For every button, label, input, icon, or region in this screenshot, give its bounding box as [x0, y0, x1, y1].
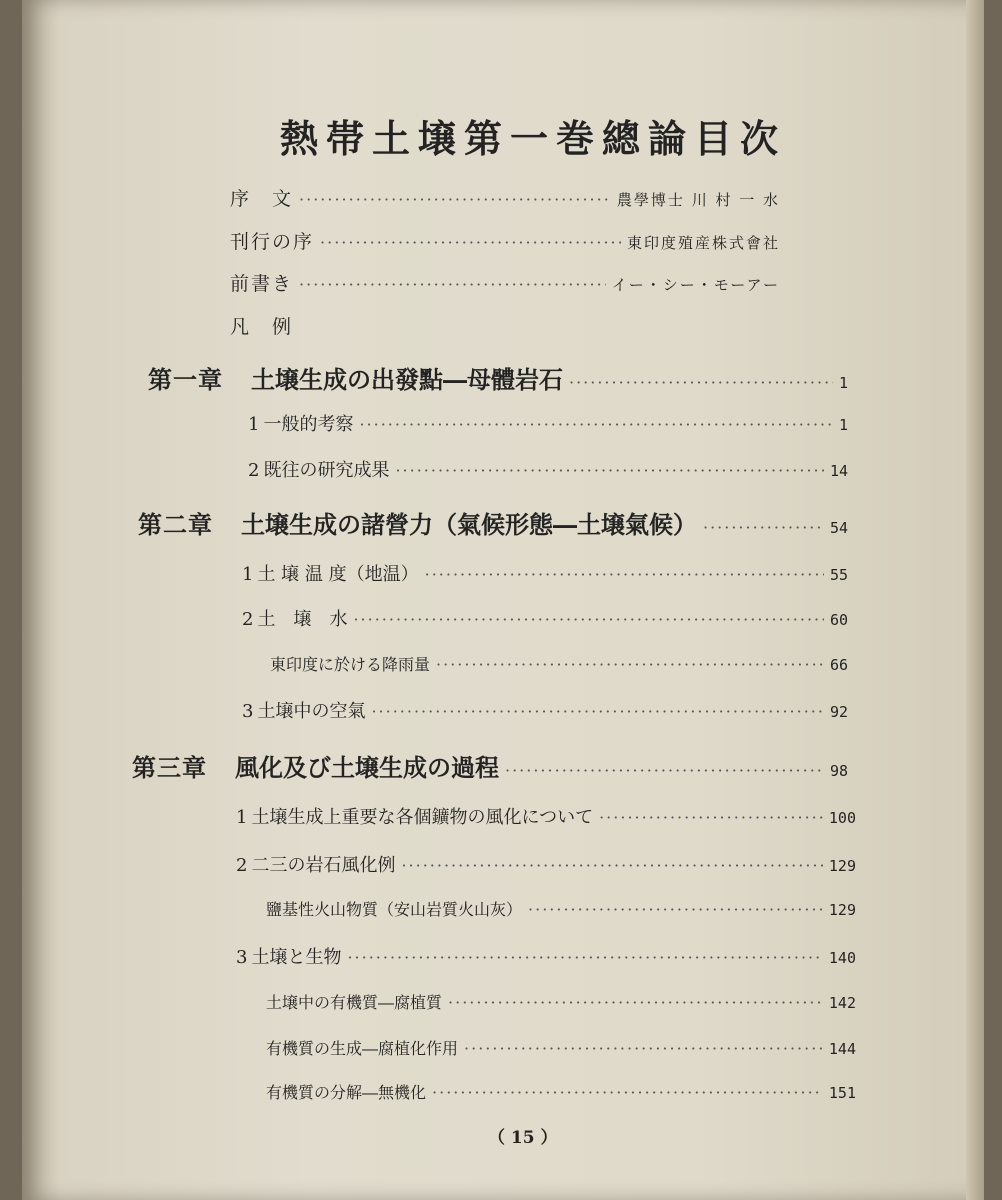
front-matter-label: 前書き	[230, 273, 294, 295]
subsection-title: 有機質の生成―腐植化作用	[266, 1039, 459, 1058]
toc-section-row	[236, 803, 856, 829]
section-number: 3	[242, 701, 254, 722]
leader-dots	[448, 993, 823, 1012]
section-title: 一般的考察	[263, 414, 354, 435]
front-matter-author: 農學博士 川 村 一 水	[616, 191, 780, 209]
page-number: 142	[828, 994, 856, 1012]
toc-subsection-row	[266, 990, 856, 1013]
section-number: 3	[236, 947, 248, 968]
front-matter-label: 刊行の序	[230, 231, 315, 253]
toc-front-matter-row	[230, 227, 780, 254]
subsection-title: 東印度に於ける降雨量	[270, 655, 431, 674]
section-title: 土 壌 水	[257, 609, 348, 630]
front-matter-author: 東印度殖産株式會社	[626, 234, 780, 252]
toc-front-matter-row	[230, 312, 780, 339]
page-number: 144	[828, 1040, 856, 1058]
subsection-title: 土壌中の有機質―腐植質	[266, 993, 443, 1012]
page-number: 66	[829, 656, 848, 674]
leader-dots	[599, 808, 823, 827]
chapter-label: 第三章	[132, 753, 207, 782]
leader-dots	[703, 518, 824, 537]
page-title: 熱帯土壌第一巻總論目次	[280, 116, 787, 161]
section-number: 2	[236, 855, 248, 876]
front-matter-author: イー・シー・モーアー	[611, 276, 780, 294]
leader-dots	[299, 190, 611, 209]
toc-section-row	[242, 605, 848, 631]
page-number: 140	[828, 949, 856, 967]
leader-dots	[464, 1039, 823, 1058]
chapter-title: 土壌生成の諸營力（氣候形態―土壌氣候）	[241, 510, 697, 539]
toc-subsection-row	[270, 652, 848, 675]
toc-chapter-row	[132, 748, 848, 783]
section-number: 1	[242, 564, 254, 585]
subsection-title: 有機質の分解―無機化	[266, 1083, 427, 1102]
leader-dots	[425, 565, 824, 584]
page-number: 60	[829, 611, 848, 629]
chapter-title: 風化及び土壌生成の過程	[235, 753, 499, 782]
page-number: 92	[829, 703, 848, 721]
chapter-label: 第二章	[138, 510, 213, 539]
section-number: 2	[242, 609, 254, 630]
toc-front-matter-row	[230, 184, 780, 211]
section-title: 土壌と生物	[251, 947, 342, 968]
page-number: 55	[829, 566, 848, 584]
section-number: 1	[236, 807, 248, 828]
page-number: 129	[828, 901, 856, 919]
subsection-title: 鹽基性火山物質（安山岩質火山灰）	[266, 900, 523, 919]
leader-dots	[320, 233, 621, 252]
toc-section-row	[248, 410, 848, 436]
front-matter-label: 凡 例	[230, 316, 294, 338]
leader-dots	[432, 1083, 823, 1102]
leader-dots	[353, 610, 823, 629]
page-number: 1	[838, 374, 848, 392]
toc-chapter-row	[148, 360, 848, 395]
leader-dots	[528, 900, 823, 919]
section-title: 既往の研究成果	[263, 460, 390, 481]
chapter-label: 第一章	[148, 365, 223, 394]
page-number: 54	[829, 519, 848, 537]
leader-dots	[436, 655, 824, 674]
section-title: 土壌中の空氣	[257, 701, 366, 722]
chapter-title: 土壌生成の出發點―母體岩石	[251, 365, 563, 394]
leader-dots	[569, 373, 833, 392]
leader-dots	[371, 702, 823, 721]
leader-dots	[395, 461, 823, 480]
toc-section-row	[248, 456, 848, 482]
toc-section-row	[236, 851, 856, 877]
front-matter-label: 序 文	[230, 188, 294, 210]
toc-subsection-row	[266, 1080, 856, 1103]
page-edge	[966, 0, 984, 1200]
leader-dots	[347, 948, 822, 967]
section-title: 二三の岩石風化例	[251, 855, 396, 876]
toc-subsection-row	[266, 1036, 856, 1059]
toc-section-row	[236, 943, 856, 969]
leader-dots	[505, 761, 824, 780]
toc-front-matter-row	[230, 269, 780, 296]
toc-subsection-row	[266, 897, 856, 920]
toc-section-row	[242, 560, 848, 586]
page-number: 1	[838, 416, 848, 434]
page-footer-number: （ 15 ）	[488, 1128, 558, 1148]
section-number: 2	[248, 460, 260, 481]
section-number: 1	[248, 414, 260, 435]
page-number: 100	[828, 809, 856, 827]
page-number: 129	[828, 857, 856, 875]
leader-dots	[359, 415, 833, 434]
book-page	[22, 0, 984, 1200]
leader-dots	[299, 275, 606, 294]
toc-chapter-row	[138, 505, 848, 540]
section-title: 土 壌 温 度（地温）	[257, 564, 419, 585]
toc-section-row	[242, 697, 848, 723]
page-number: 14	[829, 462, 848, 480]
page-number: 98	[829, 762, 848, 780]
section-title: 土壌生成上重要な各個鑛物の風化について	[251, 807, 594, 828]
page-number: 151	[828, 1084, 856, 1102]
leader-dots	[401, 856, 822, 875]
